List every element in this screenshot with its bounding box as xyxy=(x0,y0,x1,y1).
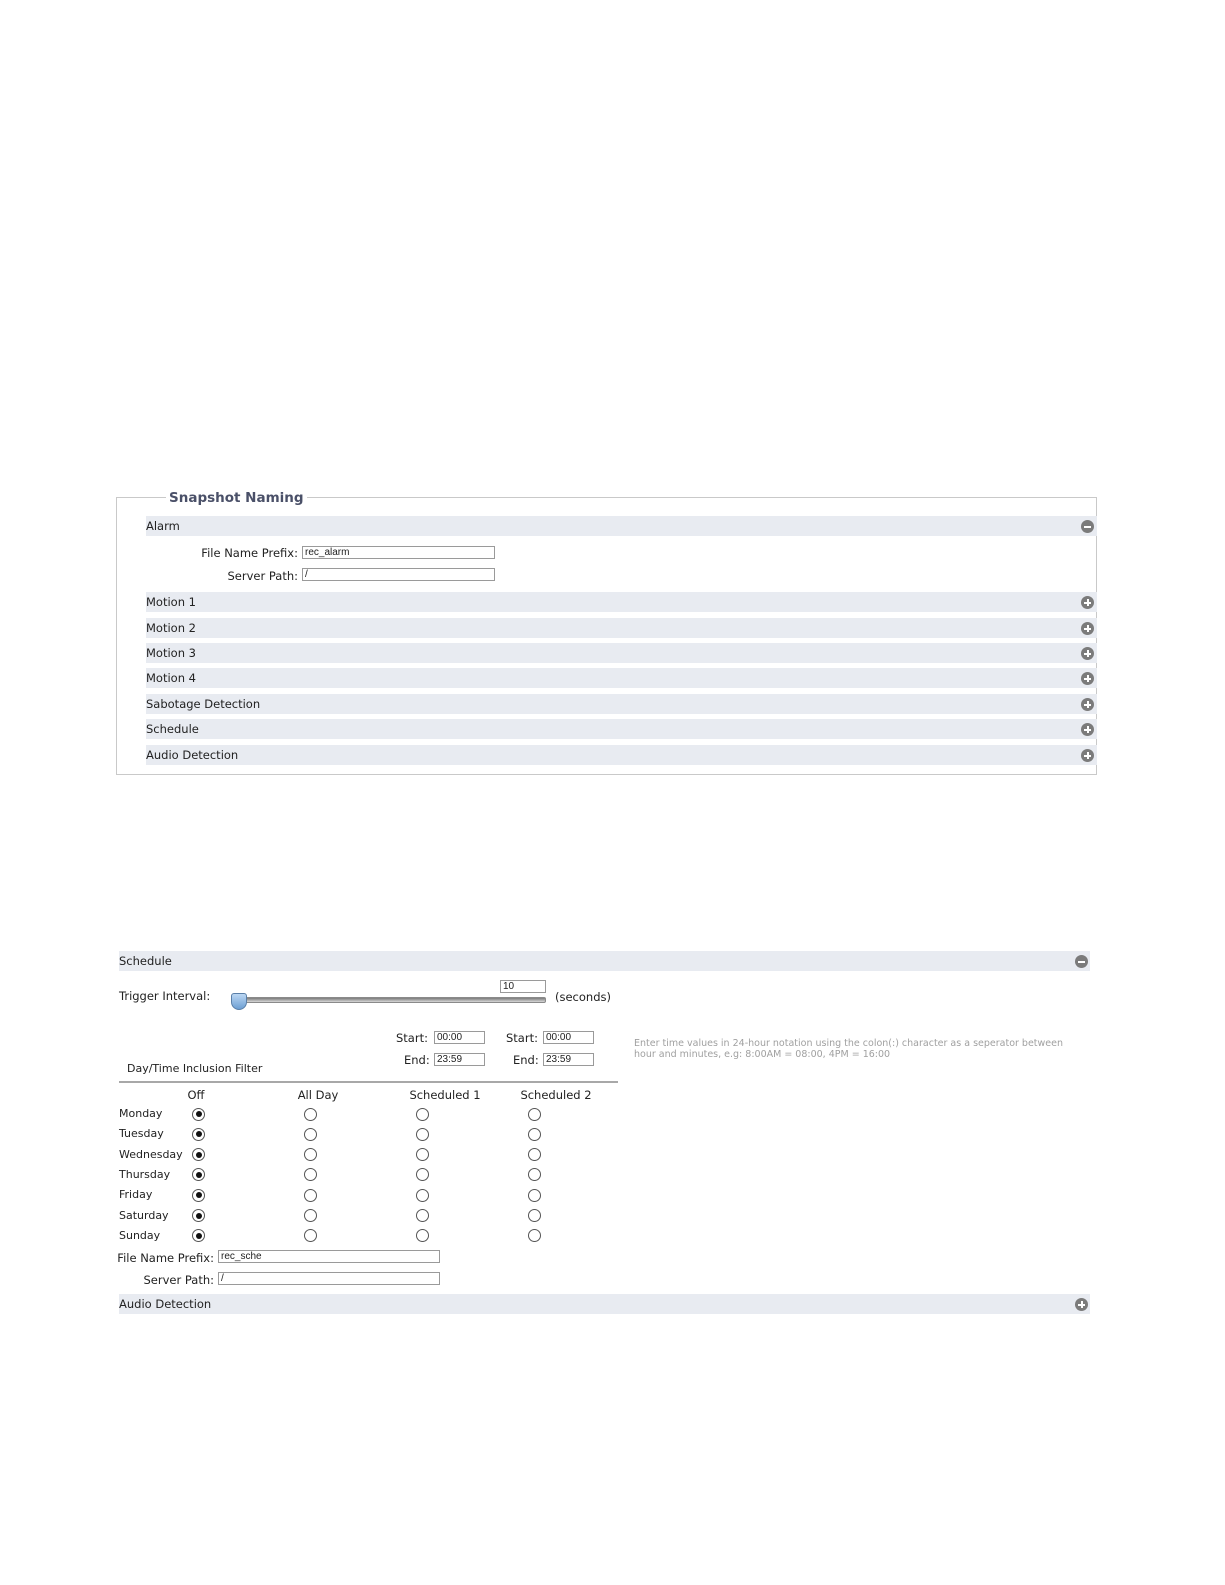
scheduled2-end-label: End: xyxy=(513,1053,539,1067)
time-format-hint: Enter time values in 24-hour notation using the colon(:) character as a seperator between hour and minutes, e.g: 8:00AM = 08:00, 4PM = 16:00 xyxy=(634,1038,1064,1060)
schedule-header-label: Schedule xyxy=(119,954,172,968)
audio-detection-header[interactable] xyxy=(119,1294,1090,1314)
radio-tuesday-off[interactable] xyxy=(192,1128,205,1141)
alarm-file-name-prefix-label: File Name Prefix: xyxy=(201,546,298,560)
section-alarm-header[interactable] xyxy=(146,516,1097,536)
section-motion-1-header[interactable] xyxy=(146,592,1097,612)
radio-sunday-all-day[interactable] xyxy=(304,1229,317,1242)
minus-circle-icon[interactable] xyxy=(1075,955,1088,968)
section-audio-detection-label: Audio Detection xyxy=(146,748,239,762)
radio-monday-scheduled-2[interactable] xyxy=(528,1108,541,1121)
alarm-server-path-label: Server Path: xyxy=(227,569,298,583)
trigger-interval-unit: (seconds) xyxy=(555,990,611,1004)
section-motion-3-label: Motion 3 xyxy=(146,646,196,660)
schedule-header[interactable] xyxy=(119,951,1090,971)
column-header-scheduled-1: Scheduled 1 xyxy=(409,1088,481,1102)
section-motion-2-label: Motion 2 xyxy=(146,621,196,635)
section-motion-2-header[interactable] xyxy=(146,618,1097,638)
filter-divider xyxy=(119,1081,618,1083)
snapshot-naming-legend: Snapshot Naming xyxy=(166,489,307,507)
scheduled2-start-input[interactable]: 00:00 xyxy=(543,1031,594,1044)
section-motion-1-label: Motion 1 xyxy=(146,595,196,609)
trigger-interval-slider-track[interactable] xyxy=(232,997,546,1003)
day-label-monday: Monday xyxy=(119,1107,163,1120)
day-label-wednesday: Wednesday xyxy=(119,1147,183,1161)
day-label-sunday: Sunday xyxy=(119,1228,161,1242)
radio-wednesday-scheduled-2[interactable] xyxy=(528,1148,541,1161)
radio-tuesday-scheduled-1[interactable] xyxy=(416,1128,429,1141)
radio-thursday-off[interactable] xyxy=(192,1168,205,1181)
section-schedule-label: Schedule xyxy=(146,722,199,736)
column-header-off: Off xyxy=(187,1088,205,1102)
plus-circle-icon[interactable] xyxy=(1081,596,1094,609)
radio-wednesday-scheduled-1[interactable] xyxy=(416,1148,429,1161)
plus-circle-icon[interactable] xyxy=(1081,698,1094,711)
radio-tuesday-all-day[interactable] xyxy=(304,1128,317,1141)
scheduled2-start-label: Start: xyxy=(506,1031,538,1045)
radio-thursday-all-day[interactable] xyxy=(304,1168,317,1181)
minus-circle-icon[interactable] xyxy=(1081,520,1094,533)
radio-thursday-scheduled-2[interactable] xyxy=(528,1168,541,1181)
section-schedule-header[interactable] xyxy=(146,719,1097,739)
radio-friday-scheduled-2[interactable] xyxy=(528,1189,541,1202)
scheduled1-start-input[interactable]: 00:00 xyxy=(434,1031,485,1044)
day-time-filter-title: Day/Time Inclusion Filter xyxy=(127,1062,263,1075)
schedule-file-name-prefix-input[interactable]: rec_sche xyxy=(218,1250,440,1263)
trigger-interval-input[interactable]: 10 xyxy=(500,980,546,993)
radio-wednesday-off[interactable] xyxy=(192,1148,205,1161)
radio-sunday-scheduled-2[interactable] xyxy=(528,1229,541,1242)
radio-monday-off[interactable] xyxy=(192,1108,205,1121)
radio-saturday-all-day[interactable] xyxy=(304,1209,317,1222)
radio-friday-scheduled-1[interactable] xyxy=(416,1189,429,1202)
column-header-all-day: All Day xyxy=(297,1088,339,1102)
alarm-server-path-input[interactable]: / xyxy=(302,568,495,581)
trigger-interval-label: Trigger Interval: xyxy=(119,989,211,1003)
scheduled1-end-label: End: xyxy=(404,1053,430,1067)
radio-sunday-scheduled-1[interactable] xyxy=(416,1229,429,1242)
section-sabotage-detection-label: Sabotage Detection xyxy=(146,697,261,711)
alarm-file-name-prefix-input[interactable]: rec_alarm xyxy=(302,546,495,559)
radio-friday-off[interactable] xyxy=(192,1189,205,1202)
section-motion-3-header[interactable] xyxy=(146,643,1097,663)
plus-circle-icon[interactable] xyxy=(1081,672,1094,685)
plus-circle-icon[interactable] xyxy=(1081,647,1094,660)
radio-friday-all-day[interactable] xyxy=(304,1189,317,1202)
section-audio-detection-header[interactable] xyxy=(146,745,1097,765)
day-label-saturday: Saturday xyxy=(119,1208,169,1222)
section-motion-4-header[interactable] xyxy=(146,668,1097,688)
radio-sunday-off[interactable] xyxy=(192,1229,205,1242)
schedule-server-path-label: Server Path: xyxy=(143,1273,214,1287)
trigger-interval-slider-handle[interactable] xyxy=(231,993,247,1010)
day-label-thursday: Thursday xyxy=(119,1167,171,1181)
scheduled1-end-input[interactable]: 23:59 xyxy=(434,1053,485,1066)
section-sabotage-detection-header[interactable] xyxy=(146,694,1097,714)
scheduled1-start-label: Start: xyxy=(396,1031,428,1045)
radio-saturday-scheduled-1[interactable] xyxy=(416,1209,429,1222)
radio-monday-all-day[interactable] xyxy=(304,1108,317,1121)
radio-saturday-off[interactable] xyxy=(192,1209,205,1222)
schedule-file-name-prefix-label: File Name Prefix: xyxy=(117,1251,214,1265)
radio-wednesday-all-day[interactable] xyxy=(304,1148,317,1161)
radio-thursday-scheduled-1[interactable] xyxy=(416,1168,429,1181)
scheduled2-end-input[interactable]: 23:59 xyxy=(543,1053,594,1066)
radio-saturday-scheduled-2[interactable] xyxy=(528,1209,541,1222)
column-header-scheduled-2: Scheduled 2 xyxy=(520,1088,592,1102)
plus-circle-icon[interactable] xyxy=(1081,749,1094,762)
day-label-friday: Friday xyxy=(119,1188,153,1202)
plus-circle-icon[interactable] xyxy=(1081,622,1094,635)
day-label-tuesday: Tuesday xyxy=(119,1127,164,1141)
radio-tuesday-scheduled-2[interactable] xyxy=(528,1128,541,1141)
audio-detection-label: Audio Detection xyxy=(119,1297,212,1311)
plus-circle-icon[interactable] xyxy=(1075,1298,1088,1311)
plus-circle-icon[interactable] xyxy=(1081,723,1094,736)
radio-monday-scheduled-1[interactable] xyxy=(416,1108,429,1121)
schedule-server-path-input[interactable]: / xyxy=(218,1272,440,1285)
section-motion-4-label: Motion 4 xyxy=(146,671,196,685)
section-alarm-label: Alarm xyxy=(146,519,180,533)
